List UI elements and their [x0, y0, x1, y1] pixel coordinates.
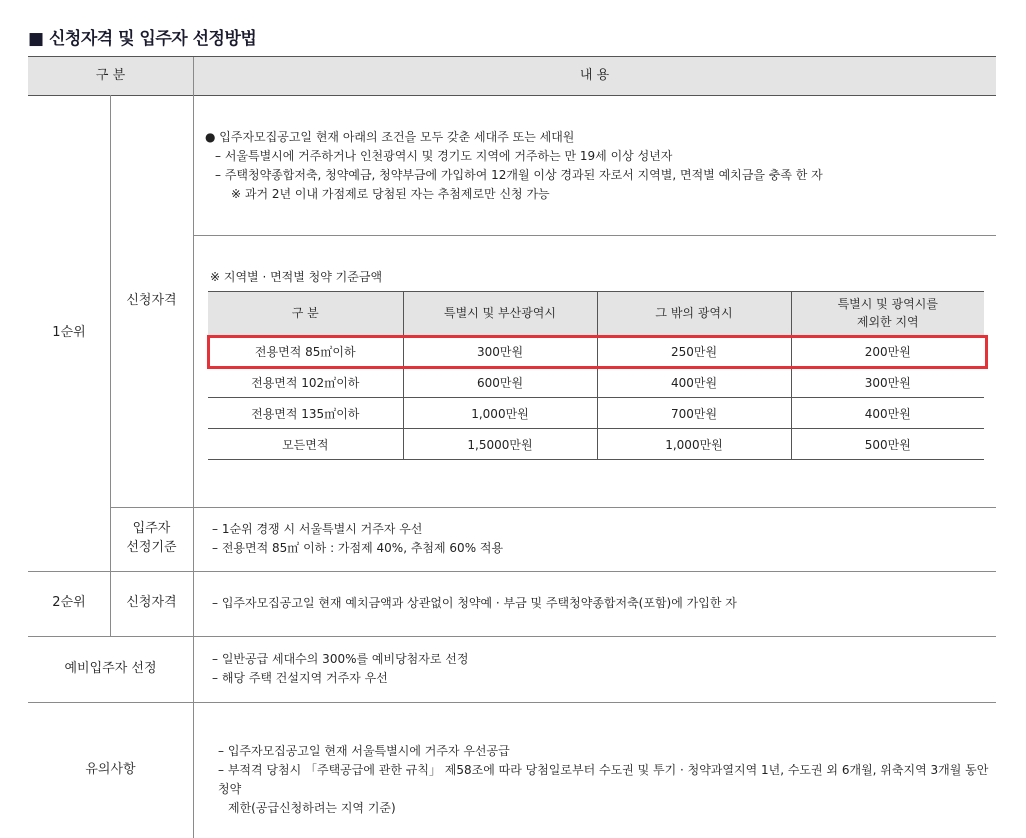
table-cell: 400만원 [597, 367, 791, 398]
table-cell: 600만원 [403, 367, 597, 398]
deposit-header-other-regions: 특별시 및 광역시를 제외한 지역 [791, 292, 984, 336]
rank2-eligibility-text [212, 594, 992, 613]
table-row [208, 398, 984, 429]
rank1-eligibility-label: 신청자격 [126, 292, 177, 308]
eligibility-line: – 서울특별시에 거주하거나 인천광역시 및 경기도 지역에 거주하는 만 19세 이상 성년자 [215, 149, 673, 163]
notes-line: – 부적격 당첨시 「주택공급에 관한 규칙」 제58조에 따라 당첨일로부터 수도권 및 투기 · 청약과열지역 1년, 수도권 외 6개월, 위축지역 3개월 동안 청약 [218, 763, 989, 796]
section-title: ■ 신청자격 및 입주자 선정방법 [28, 29, 257, 49]
table-cell: 1,5000만원 [403, 429, 597, 460]
notes-line: 제한(공급신청하려는 지역 기준) [228, 801, 396, 815]
deposit-table-note: ※ 지역별 · 면적별 청약 기준금액 [210, 270, 383, 284]
header-content: 내 용 [579, 67, 610, 83]
selection-criteria [212, 520, 992, 558]
header-category: 구 분 [95, 67, 126, 83]
table-cell: 모든면적 [208, 429, 403, 460]
notes-line: – 입주자모집공고일 현재 서울특별시에 거주자 우선공급 [218, 744, 510, 758]
deposit-header-category: 구 분 [208, 292, 403, 336]
rank1-label: 1순위 [52, 324, 86, 340]
selection-label-line2: 선정기준 [126, 540, 177, 555]
table-cell: 250만원 [597, 336, 791, 367]
table-cell: 1,000만원 [403, 398, 597, 429]
table-cell: 전용면적 102㎡이하 [208, 367, 403, 398]
table-cell: 전용면적 135㎡이하 [208, 398, 403, 429]
rank2-eligibility-label: 신청자격 [126, 595, 177, 611]
table-cell: 300만원 [791, 367, 984, 398]
table-row [208, 429, 984, 460]
selection-line: – 1순위 경쟁 시 서울특별시 거주자 우선 [212, 522, 423, 536]
table-row [208, 367, 984, 398]
reserve-line: – 일반공급 세대수의 300%를 예비당첨자로 선정 [212, 652, 469, 666]
table-cell: 1,000만원 [597, 429, 791, 460]
rank1-selection-label [110, 507, 193, 571]
deposit-table [208, 291, 984, 460]
table-cell: 200만원 [791, 336, 984, 367]
deposit-header-other-metro: 그 밖의 광역시 [597, 292, 791, 336]
table-cell: 500만원 [791, 429, 984, 460]
eligibility-line: – 주택청약종합저축, 청약예금, 청약부금에 가입하여 12개월 이상 경과된 자로서 지역별, 면적별 예치금을 충족 한 자 [215, 168, 823, 182]
eligibility-line: ● 입주자모집공고일 현재 아래의 조건을 모두 갖춘 세대주 또는 세대원 [205, 130, 575, 144]
rank2-label: 2순위 [52, 595, 86, 611]
notes-text [218, 742, 993, 818]
eligibility-line: ※ 과거 2년 이내 가점제로 당첨된 자는 추첨제로만 신청 가능 [231, 187, 550, 201]
table-cell: 전용면적 85㎡이하 [208, 336, 403, 367]
rank2-line: – 입주자모집공고일 현재 예치금액과 상관없이 청약예 · 부금 및 주택청약종합저축(포함)에 가입한 자 [212, 596, 737, 610]
reserve-text [212, 650, 992, 688]
selection-line: – 전용면적 85㎡ 이하 : 가점제 40%, 추첨제 60% 적용 [212, 541, 504, 555]
table-cell: 700만원 [597, 398, 791, 429]
highlight-box [207, 335, 988, 369]
selection-label-line1: 입주자 [132, 521, 171, 537]
table-cell: 400만원 [791, 398, 984, 429]
table-cell: 300만원 [403, 336, 597, 367]
reserve-label: 예비입주자 선정 [64, 660, 157, 676]
deposit-header-seoul-busan: 특별시 및 부산광역시 [403, 292, 597, 336]
notes-label: 유의사항 [85, 761, 136, 777]
eligibility-conditions [205, 128, 990, 204]
deposit-table-header-row [208, 292, 984, 336]
reserve-line: – 해당 주택 건설지역 거주자 우선 [212, 671, 388, 685]
